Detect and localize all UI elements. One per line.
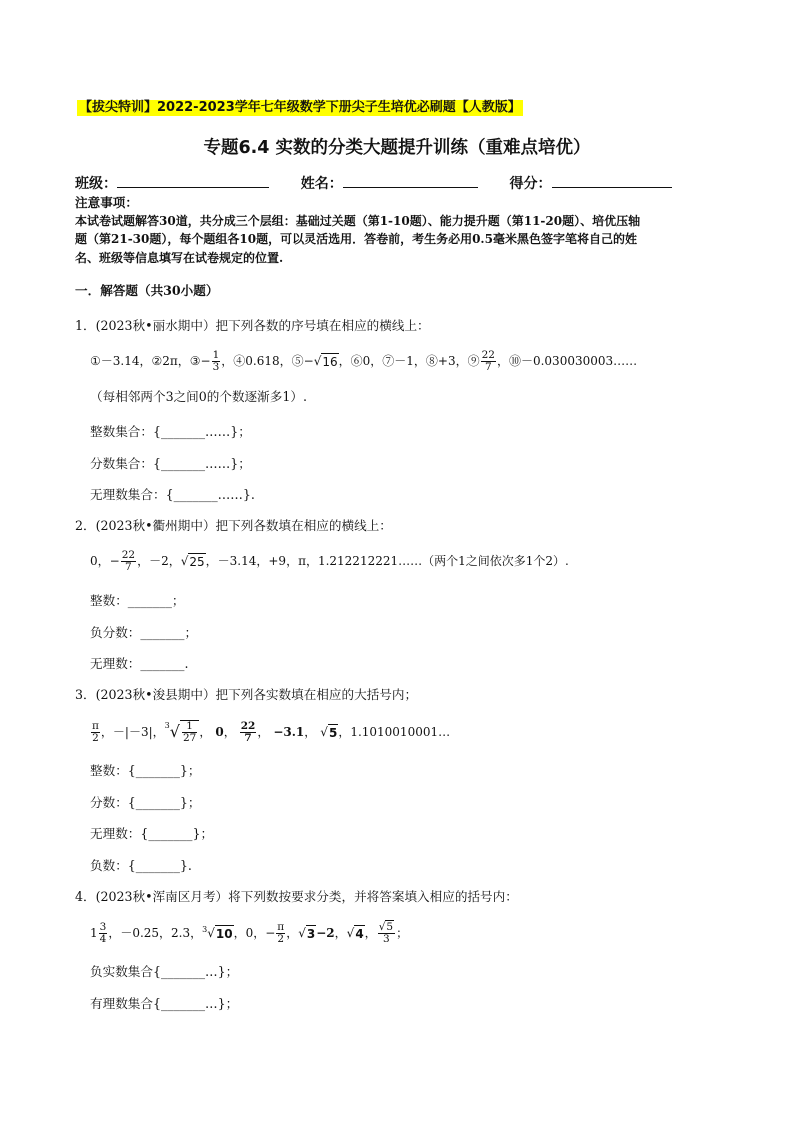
q3-fraction-pi-2: $\frac{\pi}{2}$ [92,719,99,744]
q2-set-irrational[interactable]: 无理数：_______. [90,656,189,671]
q3-numbers: $\frac{\pi}{2}$ ，－|－3|， 3 √ $\frac{1}{27}$ ， 0 ， $\frac{22}{7}$ ， −3.1 ， √ 5 ，1.1010010001… [92,719,451,744]
q4-mixed-whole: 1 [90,926,98,940]
class-label: 班级： [75,176,117,192]
q3-neg-3-1: −3.1 [273,725,305,739]
q1-fraction-22-7: $\frac{22}{7}$ [481,348,495,373]
info-row [75,174,672,192]
q1-stem: 1．(2023秋•丽水期中）把下列各数的序号填在相应的横线上： [75,318,430,333]
q3-fraction-22-7: $\frac{22}{7}$ [240,719,256,744]
notice-line-3: 名、班级等信息填写在试卷规定的位置. [75,251,284,265]
q1-items-d: ，⑩－0.030030003…… [496,354,638,368]
q3-set-irrational[interactable]: 无理数：{_______}； [90,826,214,841]
q3-radicand-5: 5 [328,725,338,740]
q1-minus-2: − [303,354,314,368]
q4-stem: 4．(2023秋•浑南区月考）将下列数按要求分类，并将答案填入相应的括号内： [75,889,518,904]
q3-sep-5: ， [304,725,317,739]
page-title: 专题6.4 实数的分类大题提升训练（重难点培优） [203,138,591,158]
q4-tail: ； [396,926,409,940]
section-heading: 一．解答题（共30小题） [75,283,219,298]
q1-items-c: ，⑥0，⑦－1，⑧+3，⑨ [338,354,480,368]
q4-sep-5: ， [364,926,377,940]
q4-set-negative-real[interactable]: 负实数集合{_______…}； [90,964,239,979]
q4-fraction-3-4: $\frac{3}{4}$ [99,920,107,945]
q1-set-fraction[interactable]: 分数集合：{_______……}； [90,456,251,471]
q1-radicand-16: 16 [322,354,338,369]
q3-zero: 0 [215,725,224,739]
q1-set-integer[interactable]: 整数集合：{_______……}； [90,424,251,439]
q3-sep-4: ， [257,725,270,739]
q3-sep-2: ， [199,725,212,739]
q3-sep-3: ， [223,725,236,739]
q2-items-a: 0， [90,554,110,568]
q3-set-fraction[interactable]: 分数：{_______}； [90,795,201,810]
q3-stem: 3．(2023秋•浚县期中）把下列各实数填在相应的大括号内； [75,687,418,702]
q4-radicand-10: 10 [215,926,233,941]
q1-fraction-1-3: $\frac{1}{3}$ [212,348,220,373]
q1-note: （每相邻两个3之间0的个数逐渐多1）. [90,389,307,404]
q2-set-integer[interactable]: 整数：_______； [90,593,185,608]
notice-line-1: 本试卷试题解答30道，共分成三个层组：基础过关题（第1-10题）、能力提升题（第11-20题）、培优压轴 [75,214,641,228]
name-blank[interactable] [343,174,478,188]
q2-set-negative-fraction[interactable]: 负分数：_______； [90,625,198,640]
q1-items-a: ①－3.14，②2π，③ [90,354,201,368]
q1-numbers: ①－3.14，②2π，③ − $\frac{1}{3}$ ，④0.618，⑤ − √ 16 ，⑥0，⑦－1，⑧+3，⑨ $\frac{22}{7}$ ，⑩－0.030030003…… [90,348,638,373]
q3-fraction-1-27: $\frac{1}{27}$ [182,720,197,744]
q4-fraction-pi-2: $\frac{\pi}{2}$ [277,920,285,945]
q3-cube-root-index: 3 [164,721,170,730]
q2-stem: 2．(2023秋•衢州期中）把下列各数填在相应的横线上： [75,518,392,533]
q3-set-negative[interactable]: 负数：{_______}. [90,858,192,873]
q2-radicand-25: 25 [189,554,205,569]
notice-heading: 注意事项： [75,195,138,210]
q4-fraction-sqrt5-3: $\frac{√5}{3}$ [378,920,394,945]
q4-minus-2: −2 [316,926,335,940]
q4-sep-2: ，0， [233,926,266,940]
q3-tail: ，1.1010010001… [338,725,451,739]
score-label: 得分： [509,176,552,192]
q2-numbers: 0， − $\frac{22}{7}$ ，－2， √ 25 ，－3.14，+9，π，1.212212221……（两个1之间依次多1个2）. [90,548,569,573]
notice-line-2: 题（第21-30题），每个题组各10题，可以灵活选用．答卷前，考生务必用0.5毫米黑色签字笔将自己的姓 [75,232,637,246]
q2-minus: − [109,554,120,568]
series-banner: 【拔尖特训】2022-2023学年七年级数学下册尖子生培优必刷题【人教版】 [79,100,521,115]
class-blank[interactable] [117,174,269,188]
q1-items-b: ，④0.618，⑤ [221,354,304,368]
q4-sep-4: ， [334,926,347,940]
q2-fraction-22-7: $\frac{22}{7}$ [121,548,136,573]
q1-set-irrational[interactable]: 无理数集合：{_______……}. [90,487,255,502]
q4-set-rational[interactable]: 有理数集合{_______…}； [90,996,239,1011]
name-label: 姓名： [300,176,343,192]
q4-radicand-4: 4 [355,926,364,941]
score-blank[interactable] [552,174,672,188]
q4-sep-1: ，－0.25，2.3， [108,926,203,940]
q2-items-c: ，－3.14，+9，π，1.212212221……（两个1之间依次多1个2）. [205,554,569,568]
q2-items-b: ，－2， [137,554,181,568]
q4-cube-root-index: 3 [202,925,208,934]
q3-sep-1: ，－|－3|， [100,725,165,739]
q1-minus: − [200,354,211,368]
q4-radicand-3: 3 [306,926,316,941]
q4-numbers: 1 $\frac{3}{4}$ ，－0.25，2.3， 3 √ 10 ，0， − $\frac{\pi}{2}$ ， √ 3 −2 ， √ 4 ， $\frac{√5}{3}$ ； [90,920,409,945]
q3-set-integer[interactable]: 整数：{_______}； [90,763,201,778]
q4-sep-3: ， [286,926,299,940]
q4-minus: − [265,926,276,940]
